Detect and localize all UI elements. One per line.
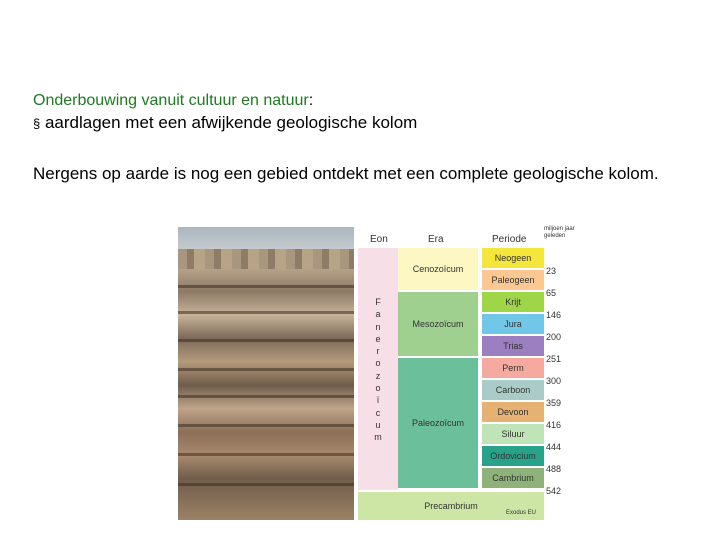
period-label: Perm: [502, 363, 524, 373]
age-label: 251: [546, 354, 562, 364]
era-cell: [398, 248, 478, 290]
bullet-text: aardlagen met een afwijkende geologische kolom: [44, 113, 418, 132]
eon-letter: o: [375, 358, 381, 369]
era-label: Cenozoïcum: [412, 264, 464, 274]
period-cell: [482, 358, 544, 378]
era-label: Paleozoïcum: [411, 418, 465, 428]
heading-colon: :: [308, 92, 314, 109]
eon-letter: F: [375, 297, 381, 307]
eon-letter: a: [375, 309, 381, 320]
bullet-icon: §: [33, 116, 41, 131]
age-label: 23: [546, 266, 557, 276]
period-label: Cambrium: [492, 473, 534, 483]
eon-letter: o: [375, 383, 381, 394]
age-label: 300: [546, 376, 562, 386]
age-label: 542: [546, 486, 562, 496]
age-label: 359: [546, 398, 562, 408]
eon-name: [372, 296, 384, 444]
eon-letter: ï: [376, 395, 380, 406]
heading-title: Onderbouwing vanuit cultuur en natuur: [33, 92, 309, 109]
period-label: Krijt: [505, 297, 521, 307]
eon-letter: r: [376, 346, 380, 357]
period-label: Devoon: [497, 407, 529, 417]
header-eon: Eon: [370, 234, 388, 245]
period-cell: [482, 292, 544, 312]
eon-letter: c: [375, 407, 381, 418]
grand-canyon-photo: [178, 227, 354, 520]
eon-letter: m: [374, 432, 382, 443]
eon-letter: e: [375, 333, 381, 344]
header-periode: Periode: [492, 234, 527, 245]
eon-letter: z: [375, 370, 381, 381]
period-label: Jura: [504, 319, 522, 329]
precambrium-label: Precambrium: [424, 501, 478, 511]
period-label: Paleogeen: [491, 275, 535, 285]
age-label: 146: [546, 310, 562, 320]
age-label: 416: [546, 420, 562, 430]
header-era: Era: [428, 234, 444, 245]
eon-letter: u: [375, 419, 381, 430]
period-label: Ordovicium: [490, 451, 536, 461]
heading-block: [33, 90, 693, 135]
period-cell: [482, 380, 544, 400]
period-label: Siluur: [501, 429, 525, 439]
period-label: Trias: [503, 341, 523, 351]
era-label: Mesozoïcum: [412, 319, 464, 329]
header-myr: miljoen jaar geleden: [544, 226, 575, 239]
period-cell: [482, 402, 544, 422]
age-label: 444: [546, 442, 562, 452]
period-label: Carboon: [495, 385, 531, 395]
era-cell: [398, 292, 478, 356]
period-cell: [482, 270, 544, 290]
section-heading: [33, 90, 693, 112]
period-cell: [482, 424, 544, 444]
geologic-column-chart: [358, 222, 588, 522]
period-label: Neogeen: [494, 253, 532, 263]
period-cell: [482, 248, 544, 268]
period-cell: [482, 336, 544, 356]
period-cell: [482, 468, 544, 488]
source-credit: Exodus EU: [506, 510, 537, 516]
eon-letter: n: [375, 321, 381, 332]
period-cell: [482, 314, 544, 334]
period-cell: [482, 446, 544, 466]
bullet-item: [33, 112, 693, 135]
era-cell: [398, 358, 478, 488]
age-label: 65: [546, 288, 557, 298]
age-label: 200: [546, 332, 562, 342]
body-paragraph: Nergens op aarde is nog een gebied ontdekt met een complete geologische kolom.: [33, 164, 659, 183]
age-label: 488: [546, 464, 562, 474]
